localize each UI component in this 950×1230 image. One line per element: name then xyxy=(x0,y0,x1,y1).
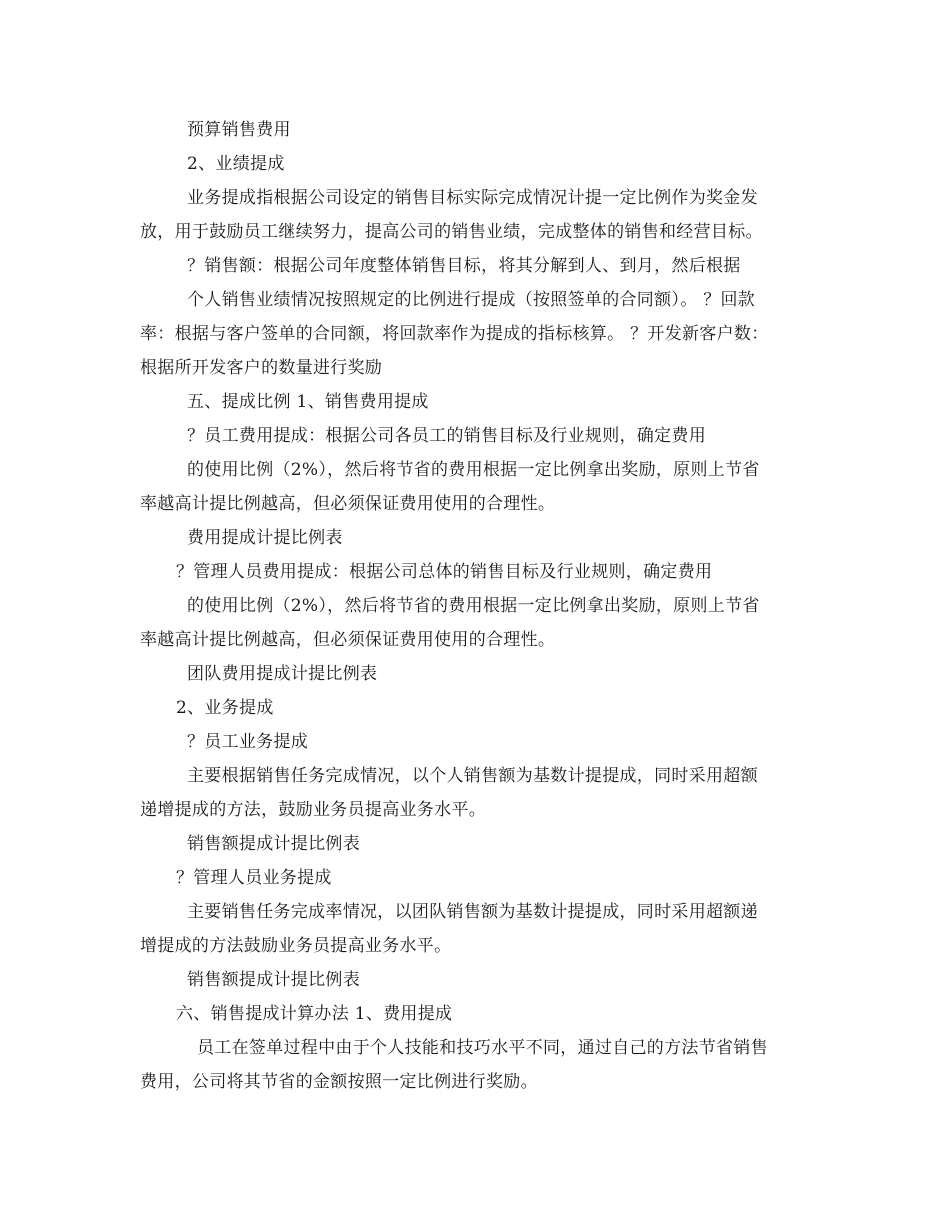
section-heading: 五、提成比例 1、销售费用提成 xyxy=(187,392,429,412)
table-caption: 销售额提成计提比例表 xyxy=(187,834,360,854)
paragraph-line: 的使用比例（2%），然后将节省的费用根据一定比例拿出奖励，原则上节省 xyxy=(187,460,760,480)
paragraph-line: 员工在签单过程中由于个人技能和技巧水平不同，通过自己的方法节省销售 xyxy=(197,1038,768,1058)
paragraph-line: 率越高计提比例越高，但必须保证费用使用的合理性。 xyxy=(140,630,556,650)
paragraph-line: 率越高计提比例越高，但必须保证费用使用的合理性。 xyxy=(140,494,556,514)
sub-heading: ？管理人员业务提成 xyxy=(176,868,332,888)
table-caption: 费用提成计提比例表 xyxy=(187,528,343,548)
text-line: 预算销售费用 xyxy=(187,120,291,140)
table-caption: 销售额提成计提比例表 xyxy=(187,970,360,990)
paragraph-line: 主要销售任务完成率情况，以团队销售额为基数计提提成，同时采用超额递 xyxy=(187,902,758,922)
paragraph-line: 个人销售业绩情况按照规定的比例进行提成（按照签单的合同额）。 ？回款 xyxy=(187,290,756,310)
paragraph-line: 主要根据销售任务完成情况，以个人销售额为基数计提提成，同时采用超额 xyxy=(187,766,758,786)
paragraph-line: 率：根据与客户签单的合同额，将回款率作为提成的指标核算。 ？开发新客户数： xyxy=(140,324,769,344)
paragraph-line: ？员工费用提成：根据公司各员工的销售目标及行业规则，确定费用 xyxy=(187,426,706,446)
section-heading: 2、业务提成 xyxy=(176,698,274,718)
paragraph-line: ？销售额：根据公司年度整体销售目标，将其分解到人、到月，然后根据 xyxy=(187,256,741,276)
paragraph-line: 费用，公司将其节省的金额按照一定比例进行奖励。 xyxy=(140,1072,538,1092)
paragraph-line: 根据所开发客户的数量进行奖励 xyxy=(140,358,383,378)
paragraph-line: 增提成的方法鼓励业务员提高业务水平。 xyxy=(140,936,452,956)
sub-heading: ？员工业务提成 xyxy=(187,732,309,752)
paragraph-line: 递增提成的方法，鼓励业务员提高业务水平。 xyxy=(140,800,486,820)
paragraph-line: 放，用于鼓励员工继续努力，提高公司的销售业绩，完成整体的销售和经营目标。 xyxy=(140,222,763,242)
section-heading: 2、业绩提成 xyxy=(187,154,285,174)
paragraph-line: 的使用比例（2%），然后将节省的费用根据一定比例拿出奖励，原则上节省 xyxy=(187,596,760,616)
paragraph-line: 业务提成指根据公司设定的销售目标实际完成情况计提一定比例作为奖金发 xyxy=(187,188,758,208)
paragraph-line: ？管理人员费用提成：根据公司总体的销售目标及行业规则，确定费用 xyxy=(176,562,713,582)
table-caption: 团队费用提成计提比例表 xyxy=(187,664,378,684)
section-heading: 六、销售提成计算办法 1、费用提成 xyxy=(176,1004,453,1024)
